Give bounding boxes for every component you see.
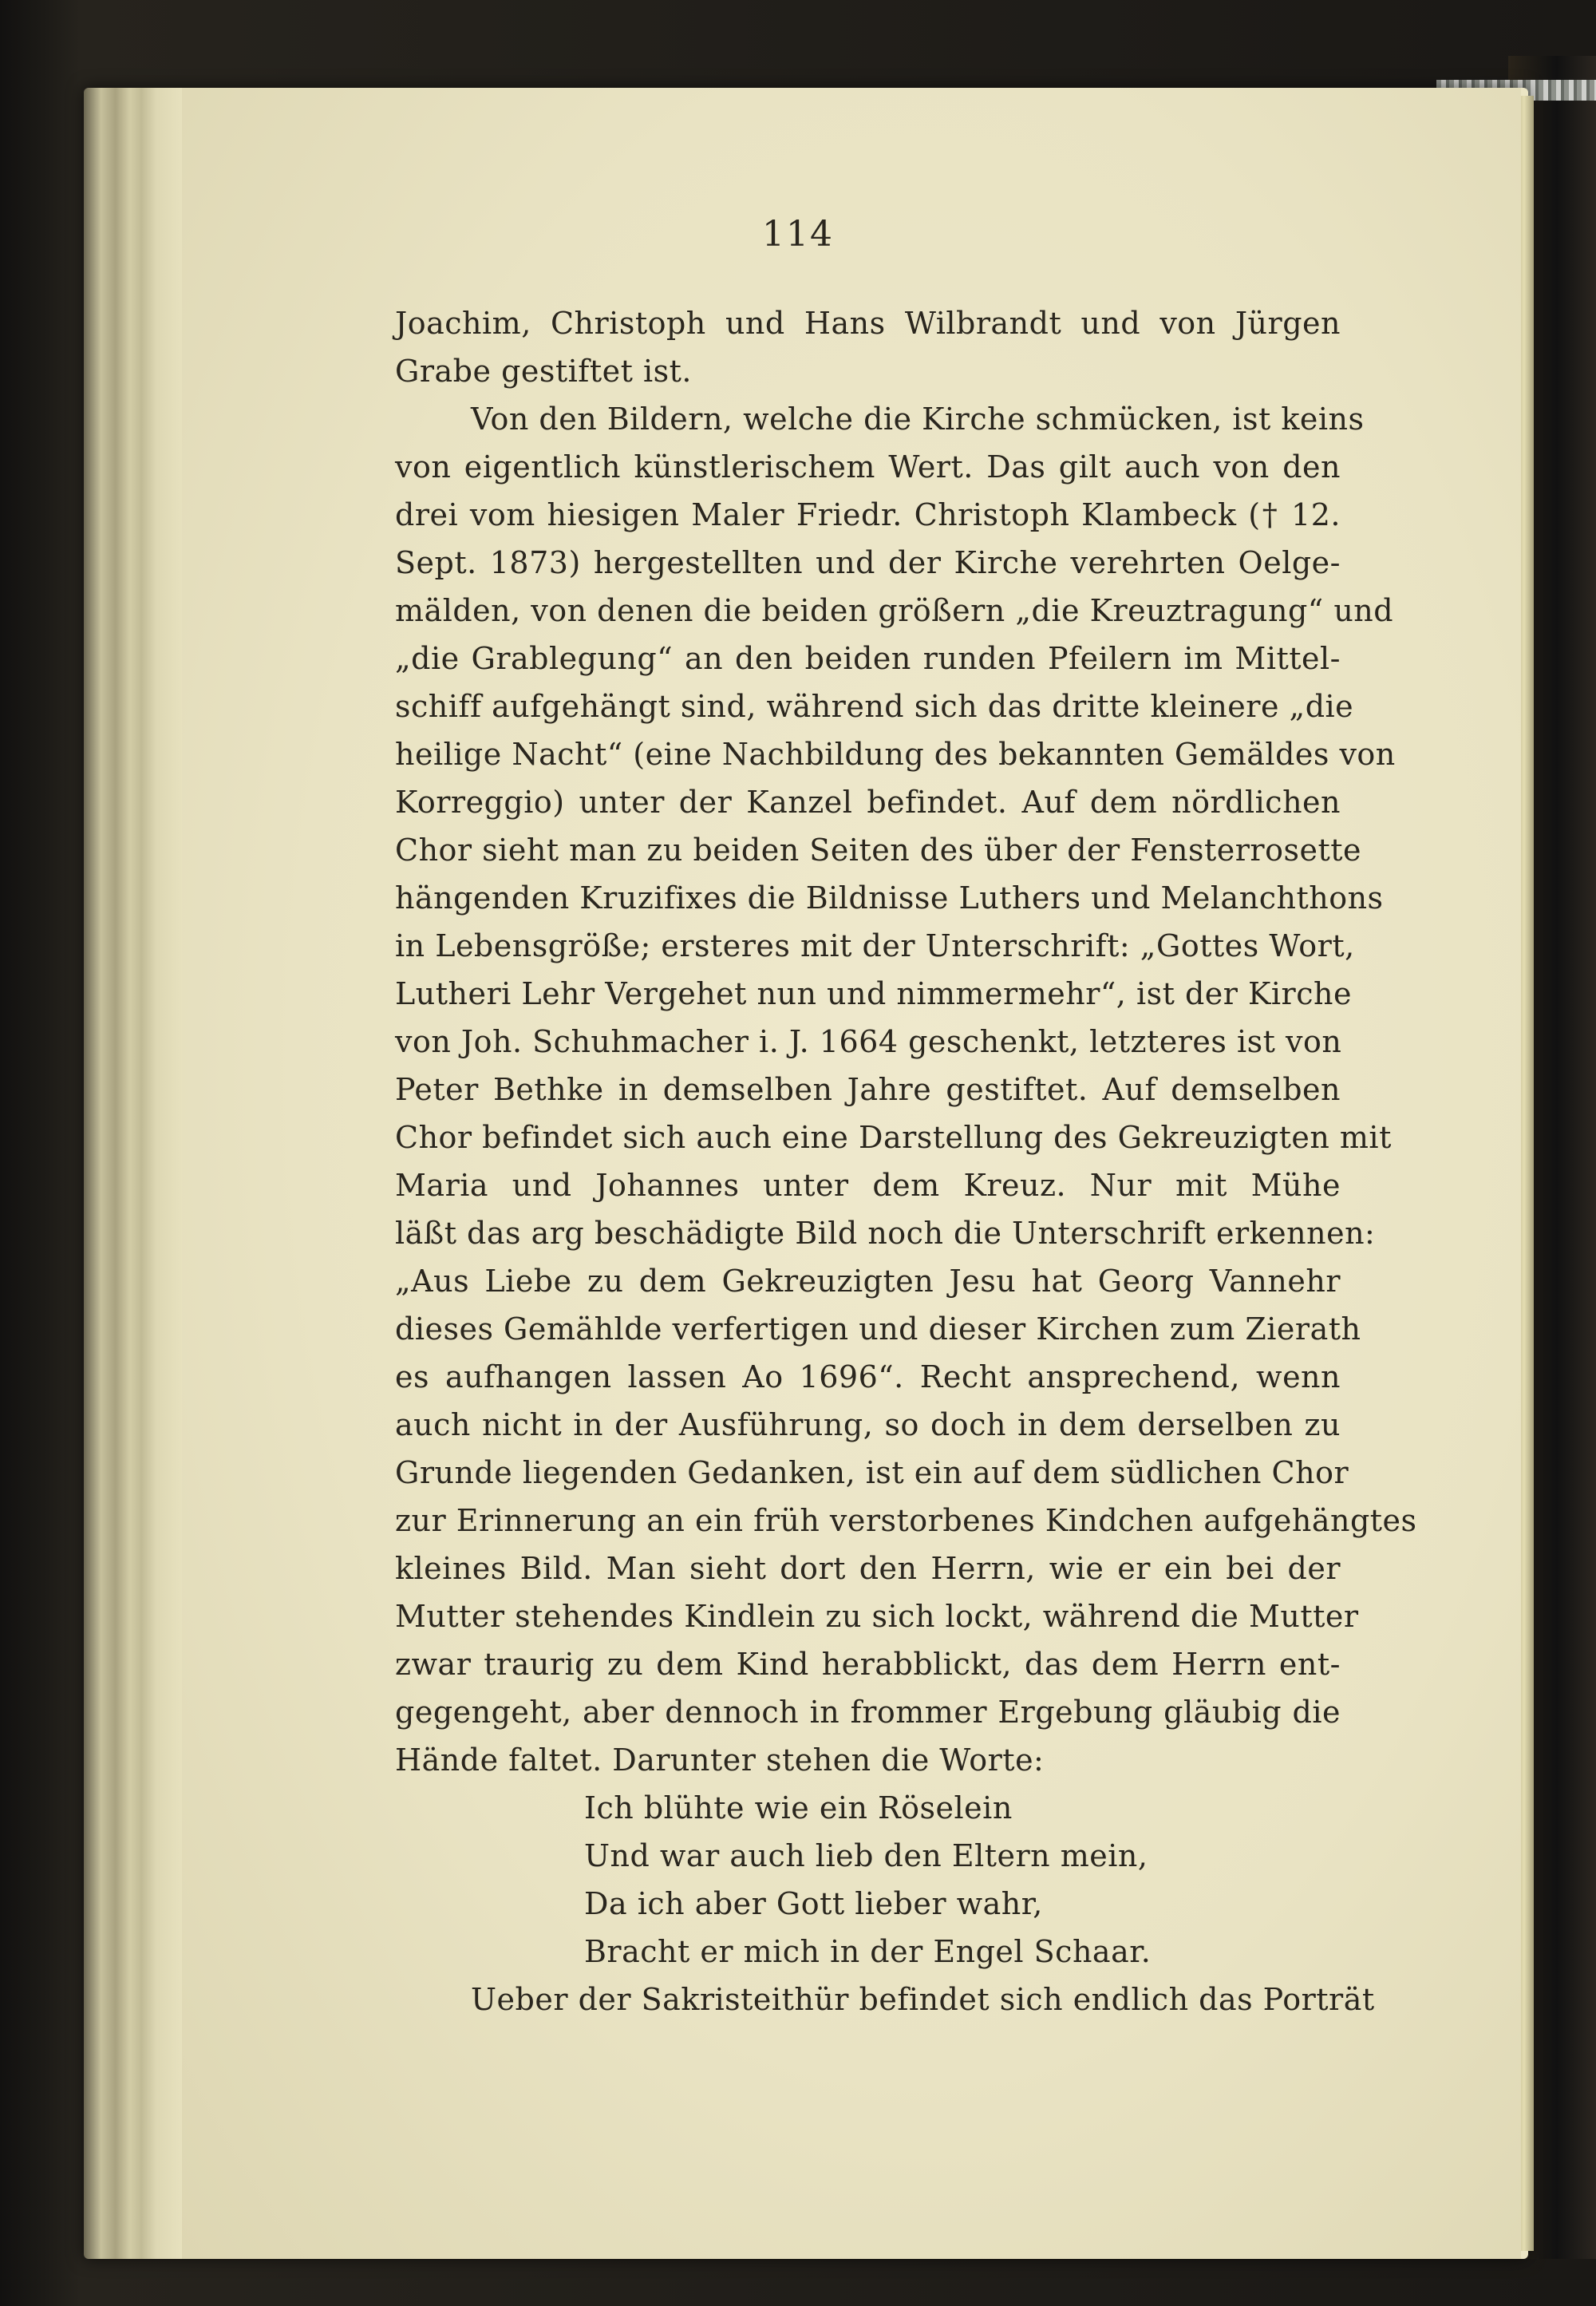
poem-line: Und war auch lieb den Eltern mein, — [584, 1838, 1148, 1873]
poem — [395, 1784, 1341, 1976]
text-line: auch nicht in der Ausführung, so doch in dem derselben zu — [395, 1407, 1341, 1442]
text-line: mälden, von denen die beiden größern „die Kreuztragung“ und — [395, 593, 1394, 628]
text-line: dieses Gemählde verfertigen und dieser Kirchen zum Zierath — [395, 1311, 1361, 1347]
text-line: Hände faltet. Darunter stehen die Worte: — [395, 1742, 1045, 1778]
text-line: es aufhangen lassen Ao 1696“. Recht ansprechend, wenn — [395, 1359, 1341, 1394]
poem-line: Bracht er mich in der Engel Schaar. — [584, 1934, 1152, 1969]
poem-line: Ich blühte wie ein Röselein — [584, 1790, 1013, 1825]
text-line: „die Grablegung“ an den beiden runden Pfeilern im Mittel- — [395, 641, 1341, 676]
text-line: Mutter stehendes Kindlein zu sich lockt, während die Mutter — [395, 1599, 1359, 1634]
text-line: Sept. 1873) hergestellten und der Kirche verehrten Oelge- — [395, 545, 1341, 580]
text-line: hängenden Kruzifixes die Bildnisse Luthers und Melanchthons — [395, 880, 1384, 916]
text-line: gegengeht, aber dennoch in frommer Ergebung gläubig die — [395, 1695, 1341, 1730]
text-line: läßt das arg beschädigte Bild noch die Unterschrift erkennen: — [395, 1216, 1376, 1251]
text-line: heilige Nacht“ (eine Nachbildung des bekannten Gemäldes von — [395, 737, 1396, 772]
text-line: Peter Bethke in demselben Jahre gestiftet. Auf demselben — [395, 1072, 1341, 1107]
text-line: zur Erinnerung an ein früh verstorbenes Kindchen aufgehängtes — [395, 1503, 1417, 1538]
text-line: zwar traurig zu dem Kind herabblickt, das dem Herrn ent- — [395, 1647, 1341, 1682]
text-line: Maria und Johannes unter dem Kreuz. Nur mit Mühe — [395, 1168, 1341, 1203]
text-line: Korreggio) unter der Kanzel befindet. Auf dem nördlichen — [395, 785, 1341, 820]
text-line: „Aus Liebe zu dem Gekreuzigten Jesu hat Georg Vannehr — [395, 1264, 1341, 1299]
text-line: Chor sieht man zu beiden Seiten des über der Fensterrosette — [395, 833, 1361, 868]
poem-line: Da ich aber Gott lieber wahr, — [584, 1886, 1043, 1921]
text-line: von eigentlich künstlerischem Wert. Das gilt auch von den — [395, 449, 1341, 485]
text-line: Chor befindet sich auch eine Darstellung des Gekreuzigten mit — [395, 1120, 1392, 1155]
text-line: in Lebensgröße; ersteres mit der Unterschrift: „Gottes Wort, — [395, 928, 1355, 963]
text-line: Joachim, Christoph und Hans Wilbrandt und von Jürgen — [395, 306, 1341, 341]
text-line: Lutheri Lehr Vergehet nun und nimmermehr“, ist der Kirche — [395, 976, 1352, 1011]
text-line: drei vom hiesigen Maler Friedr. Christoph Klambeck († 12. — [395, 497, 1341, 532]
text-line: kleines Bild. Man sieht dort den Herrn, wie er ein bei der — [395, 1551, 1341, 1586]
text-line: Grunde liegenden Gedanken, ist ein auf dem südlichen Chor — [395, 1455, 1349, 1490]
text-line: schiff aufgehängt sind, während sich das dritte kleinere „die — [395, 689, 1354, 724]
text-line-final: Ueber der Sakristeithür befindet sich endlich das Porträt — [471, 1982, 1375, 2017]
page-number: 114 — [762, 214, 834, 255]
body-text — [395, 299, 1417, 2023]
text-line: von Joh. Schuhmacher i. J. 1664 geschenkt, letzteres ist von — [395, 1024, 1342, 1059]
text-line: Von den Bildern, welche die Kirche schmücken, ist keins — [471, 401, 1365, 437]
text-line: Grabe gestiftet ist. — [395, 354, 692, 389]
